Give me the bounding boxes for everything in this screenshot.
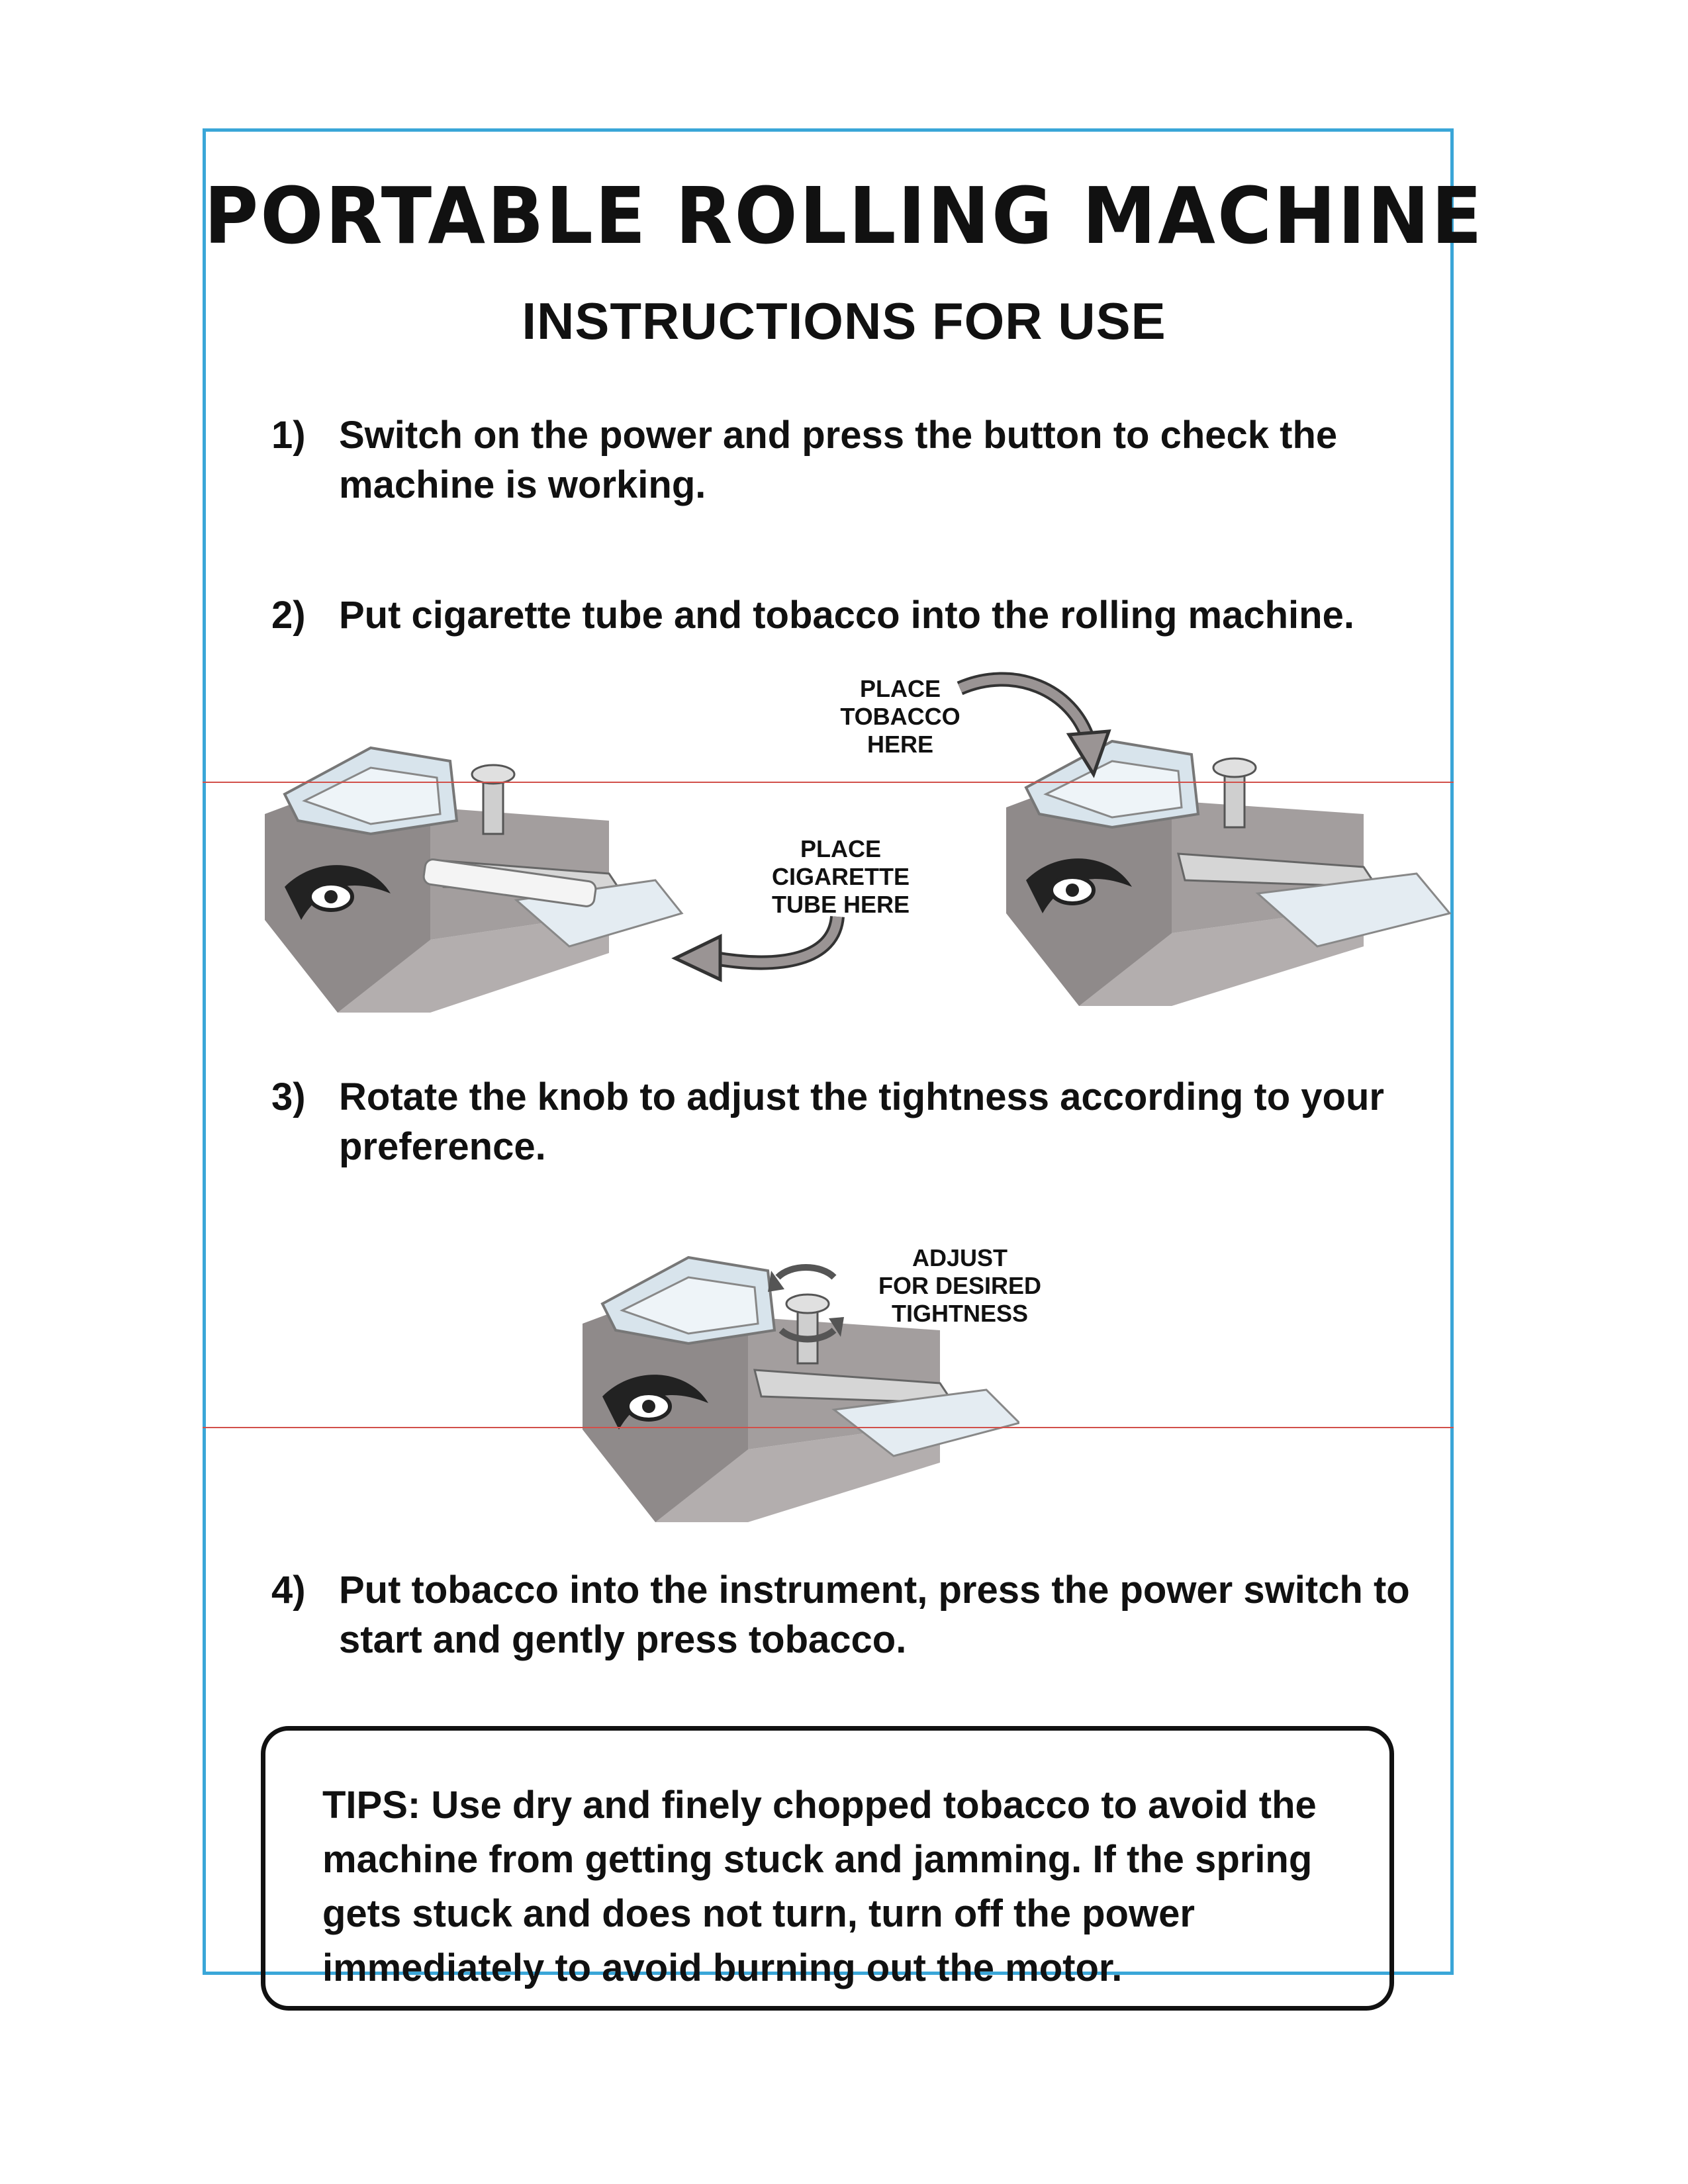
- step-number: 1): [271, 414, 306, 457]
- guide-line: [203, 782, 1454, 783]
- step-number: 2): [271, 594, 306, 637]
- page-frame: [203, 128, 1454, 1975]
- page-subtitle: INSTRUCTIONS FOR USE: [522, 292, 1166, 350]
- machine-illustration-with-tube: [238, 721, 688, 1026]
- guide-line: [203, 1427, 1454, 1428]
- page-title: PORTABLE ROLLING MACHINE: [204, 171, 1484, 262]
- step-number: 4): [271, 1569, 306, 1612]
- tips-box: [261, 1726, 1394, 2011]
- step-number: 3): [271, 1075, 306, 1118]
- callout-place-tobacco: PLACE TOBACCO HERE: [840, 675, 961, 758]
- callout-adjust-tightness: ADJUST FOR DESIRED TIGHTNESS: [878, 1244, 1042, 1327]
- step-text: Switch on the power and press the button to check the machine is working.: [339, 414, 1338, 506]
- step-text: Rotate the knob to adjust the tightness according to your preference.: [339, 1075, 1384, 1168]
- step-text: Put cigarette tube and tobacco into the rolling machine.: [339, 594, 1354, 637]
- tips-text: TIPS: Use dry and finely chopped tobacco to avoid the machine from getting stuck and jamming. If the spring gets stuck and does not turn, turn off the power immediately to avoid burning out the motor.: [322, 1784, 1317, 1989]
- callout-place-tube: PLACE CIGARETTE TUBE HERE: [771, 835, 910, 918]
- arrow-to-tube-icon: [669, 907, 854, 999]
- step-text: Put tobacco into the instrument, press the power switch to start and gently press tobacco.: [339, 1569, 1410, 1661]
